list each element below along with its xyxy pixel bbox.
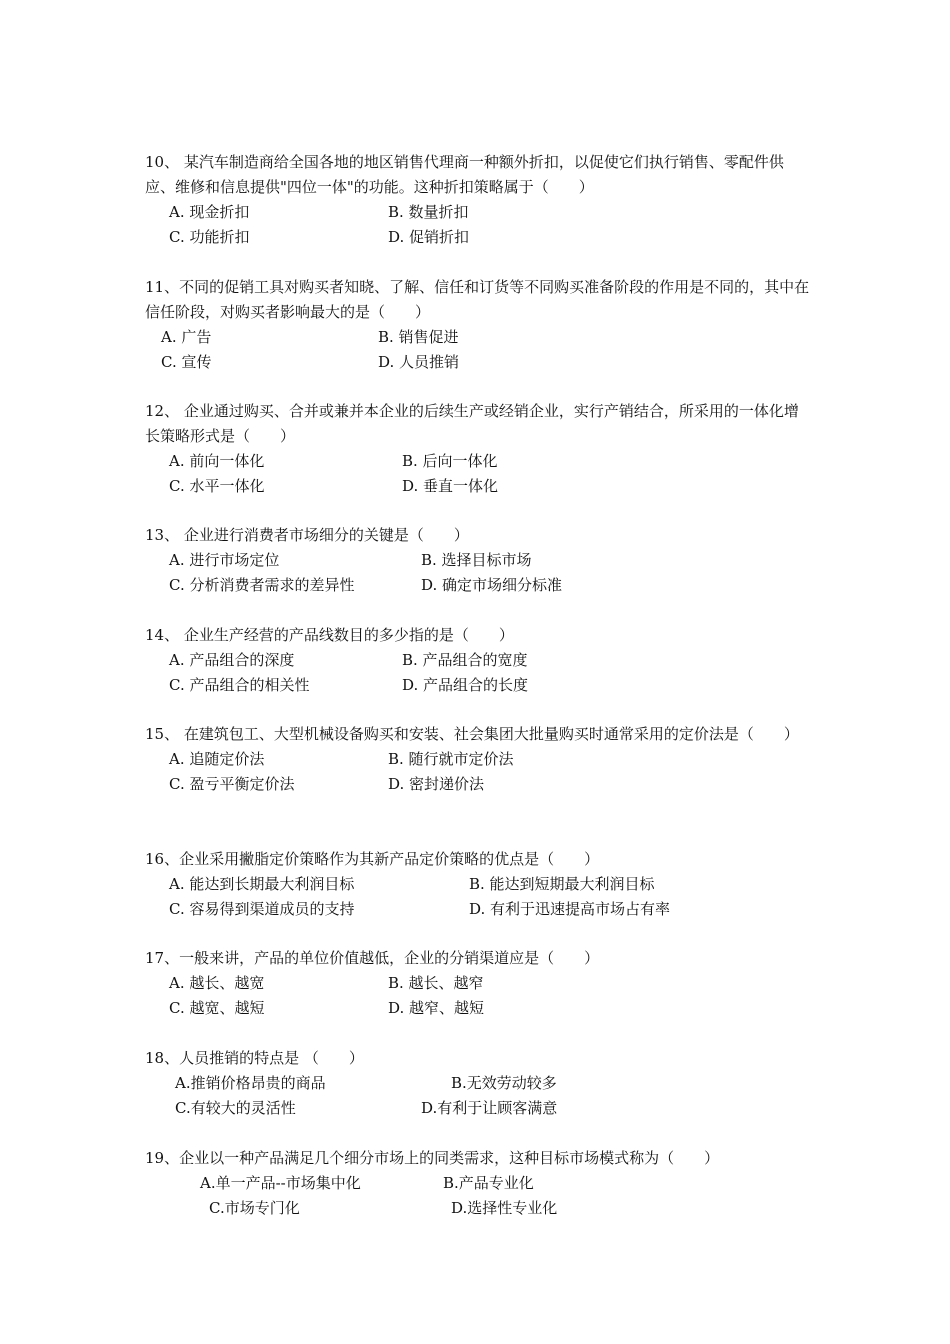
question-stem: 17、一般来讲，产品的单位价值越低，企业的分销渠道应是（ ） xyxy=(145,949,600,967)
option-b: B. 后向一体化 xyxy=(402,452,498,470)
option-d: D. 人员推销 xyxy=(378,353,460,371)
option-row xyxy=(145,350,810,375)
option-d: D. 促销折扣 xyxy=(388,228,470,246)
question-13 xyxy=(145,523,810,598)
option-d: D. 确定市场细分标准 xyxy=(421,576,563,594)
option-row xyxy=(145,1196,810,1221)
option-row xyxy=(145,772,810,797)
option-d: D. 有利于迅速提高市场占有率 xyxy=(469,900,671,918)
option-row xyxy=(145,897,810,922)
question-stem: 16、企业采用撇脂定价策略作为其新产品定价策略的优点是（ ） xyxy=(145,850,600,868)
option-a: A. 广告 xyxy=(161,328,212,346)
question-12 xyxy=(145,399,810,499)
option-c: C. 产品组合的相关性 xyxy=(169,676,310,694)
option-d: D. 越窄、越短 xyxy=(388,999,485,1017)
option-a: A.单一产品--市场集中化 xyxy=(200,1174,361,1192)
question-18 xyxy=(145,1046,810,1121)
option-c: C. 宣传 xyxy=(161,353,212,371)
question-stem: 14、 企业生产经营的产品线数目的多少指的是（ ） xyxy=(145,626,514,644)
option-c: C. 越宽、越短 xyxy=(169,999,265,1017)
option-a: A. 进行市场定位 xyxy=(169,551,280,569)
option-b: B. 销售促进 xyxy=(378,328,459,346)
option-d: D. 垂直一体化 xyxy=(402,477,499,495)
question-stem: 18、人员推销的特点是 （ ） xyxy=(145,1049,364,1067)
option-row xyxy=(145,872,810,897)
question-10 xyxy=(145,150,810,250)
option-b: B. 数量折扣 xyxy=(388,203,469,221)
question-19 xyxy=(145,1146,810,1221)
option-row xyxy=(145,673,810,698)
option-a: A.推销价格昂贵的商品 xyxy=(175,1074,326,1092)
option-a: A. 越长、越宽 xyxy=(169,974,265,992)
option-a: A. 追随定价法 xyxy=(169,750,265,768)
option-b: B. 选择目标市场 xyxy=(421,551,532,569)
option-row xyxy=(145,449,810,474)
option-row xyxy=(145,474,810,499)
question-stem: 10、 某汽车制造商给全国各地的地区销售代理商一种额外折扣，以促使它们执行销售、零配件供应、维修和信息提供"四位一体"的功能。这种折扣策略属于（ ） xyxy=(145,153,784,196)
option-row xyxy=(145,200,810,225)
option-a: A. 前向一体化 xyxy=(169,452,265,470)
question-stem: 12、 企业通过购买、合并或兼并本企业的后续生产或经销企业，实行产销结合，所采用的一体化增长策略形式是（ ） xyxy=(145,402,799,445)
option-c: C. 功能折扣 xyxy=(169,228,250,246)
option-b: B.无效劳动较多 xyxy=(451,1074,557,1092)
question-stem: 13、 企业进行消费者市场细分的关键是（ ） xyxy=(145,526,469,544)
option-row xyxy=(145,1096,810,1121)
question-stem: 15、 在建筑包工、大型机械设备购买和安装、社会集团大批量购买时通常采用的定价法是（ ） xyxy=(145,725,799,743)
option-a: A. 能达到长期最大利润目标 xyxy=(169,875,355,893)
question-stem: 11、不同的促销工具对购买者知晓、了解、信任和订货等不同购买准备阶段的作用是不同的，其中在信任阶段，对购买者影响最大的是（ ） xyxy=(145,278,810,321)
option-row xyxy=(145,648,810,673)
option-c: C. 容易得到渠道成员的支持 xyxy=(169,900,355,918)
option-b: B. 随行就市定价法 xyxy=(388,750,514,768)
option-c: C.市场专门化 xyxy=(209,1199,300,1217)
option-d: D. 产品组合的长度 xyxy=(402,676,529,694)
option-d: D.有利于让顾客满意 xyxy=(421,1099,558,1117)
option-b: B. 能达到短期最大利润目标 xyxy=(469,875,655,893)
question-stem: 19、企业以一种产品满足几个细分市场上的同类需求，这种目标市场模式称为（ ） xyxy=(145,1149,720,1167)
option-d: D. 密封递价法 xyxy=(388,775,485,793)
option-row xyxy=(145,225,810,250)
option-d: D.选择性专业化 xyxy=(451,1199,558,1217)
question-16 xyxy=(145,847,810,922)
question-14 xyxy=(145,623,810,698)
option-row xyxy=(145,747,810,772)
option-c: C. 盈亏平衡定价法 xyxy=(169,775,295,793)
question-11 xyxy=(145,275,810,375)
option-b: B. 越长、越窄 xyxy=(388,974,484,992)
option-a: A. 现金折扣 xyxy=(169,203,250,221)
option-row xyxy=(145,573,810,598)
option-row xyxy=(145,548,810,573)
option-b: B. 产品组合的宽度 xyxy=(402,651,528,669)
option-a: A. 产品组合的深度 xyxy=(169,651,295,669)
question-15 xyxy=(145,722,810,797)
option-b: B.产品专业化 xyxy=(443,1174,534,1192)
option-row xyxy=(145,996,810,1021)
option-row xyxy=(145,1071,810,1096)
option-c: C.有较大的灵活性 xyxy=(175,1099,296,1117)
question-17 xyxy=(145,946,810,1021)
option-row xyxy=(145,325,810,350)
option-c: C. 水平一体化 xyxy=(169,477,265,495)
option-row xyxy=(145,1171,810,1196)
option-row xyxy=(145,971,810,996)
option-c: C. 分析消费者需求的差异性 xyxy=(169,576,355,594)
